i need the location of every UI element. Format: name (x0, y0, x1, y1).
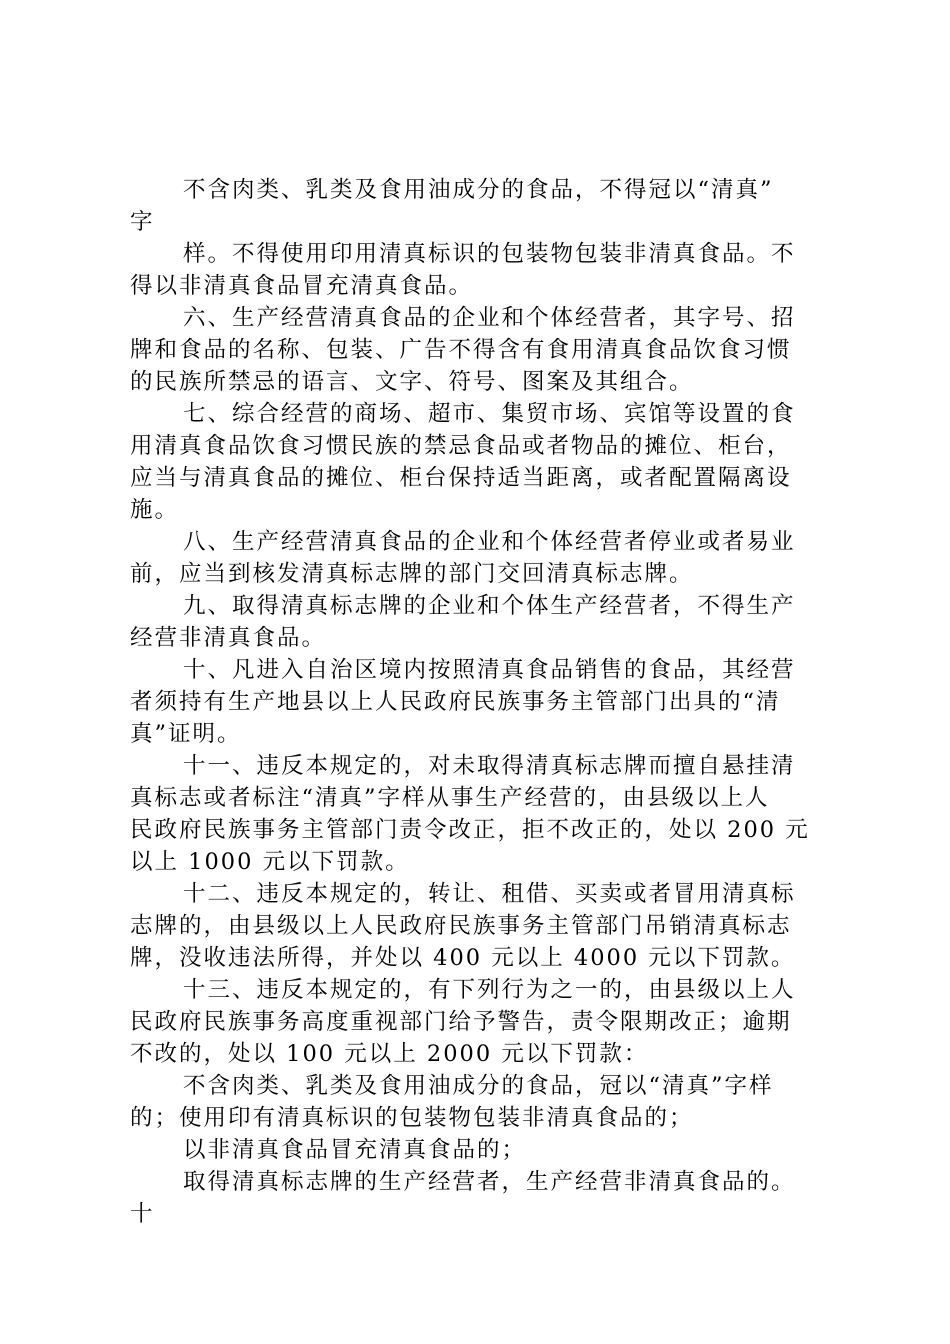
text-line: 者须持有生产地县以上人民政府民族事务主管部门出具的“清 (130, 689, 781, 715)
text-line: 九、取得清真标志牌的企业和个体生产经营者，不得生产 (183, 593, 796, 619)
text-line: 真”证明。 (130, 721, 242, 747)
text-line: 八、生产经营清真食品的企业和个体经营者停业或者易业 (183, 529, 796, 555)
text-line: 牌和食品的名称、包装、广告不得含有食用清真食品饮食习惯 (130, 337, 792, 363)
text-line: 不改的，处以 100 元以上 2000 元以下罚款： (130, 1041, 649, 1067)
text-line: 字 (130, 209, 155, 235)
text-line: 应当与清真食品的摊位、柜台保持适当距离，或者配置隔离设 (130, 465, 792, 491)
text-line: 样。不得使用印用清真标识的包装物包装非清真食品。不 (183, 241, 796, 267)
text-line: 得以非清真食品冒充清真食品。 (130, 273, 474, 299)
document-body (130, 174, 834, 1230)
text-line: 以上 1000 元以下罚款。 (130, 849, 410, 875)
text-line: 牌，没收违法所得，并处以 400 元以上 4000 元以下罚款。 (130, 945, 796, 971)
text-line: 志牌的，由县级以上人民政府民族事务主管部门吊销清真标志 (130, 913, 792, 939)
text-line: 取得清真标志牌的生产经营者，生产经营非清真食品的。 (183, 1169, 796, 1195)
text-line: 的；使用印有清真标识的包装物包装非清真食品的； (130, 1105, 694, 1131)
text-line: 六、生产经营清真食品的企业和个体经营者，其字号、招 (183, 305, 796, 331)
text-line: 十二、违反本规定的，转让、租借、买卖或者冒用清真标 (183, 881, 796, 907)
text-line: 十 (130, 1201, 155, 1227)
text-line: 七、综合经营的商场、超市、集贸市场、宾馆等设置的食 (183, 401, 796, 427)
text-line: 前，应当到核发清真标志牌的部门交回清真标志牌。 (130, 561, 694, 587)
text-line: 用清真食品饮食习惯民族的禁忌食品或者物品的摊位、柜台， (130, 433, 792, 459)
text-line: 十三、违反本规定的，有下列行为之一的，由县级以上人 (183, 977, 796, 1003)
text-line: 十一、违反本规定的，对未取得清真标志牌而擅自悬挂清 (183, 753, 796, 779)
text-line: 十、凡进入自治区境内按照清真食品销售的食品，其经营 (183, 657, 796, 683)
text-line: 施。 (130, 497, 180, 523)
text-line: 不含肉类、乳类及食用油成分的食品，冠以“清真”字样 (183, 1073, 774, 1099)
text-line: 以非清真食品冒充清真食品的； (183, 1137, 527, 1163)
text-line: 不含肉类、乳类及食用油成分的食品，不得冠以“清真” (183, 177, 774, 203)
text-line: 民政府民族事务主管部门责令改正，拒不改正的，处以 200 元 (130, 817, 810, 843)
text-line: 经营非清真食品。 (130, 625, 327, 651)
text-line: 民政府民族事务高度重视部门给予警告，责令限期改正；逾期 (130, 1009, 792, 1035)
text-line: 真标志或者标注“清真”字样从事生产经营的，由县级以上人 (130, 785, 770, 811)
text-line: 的民族所禁忌的语言、文字、符号、图案及其组合。 (130, 369, 694, 395)
